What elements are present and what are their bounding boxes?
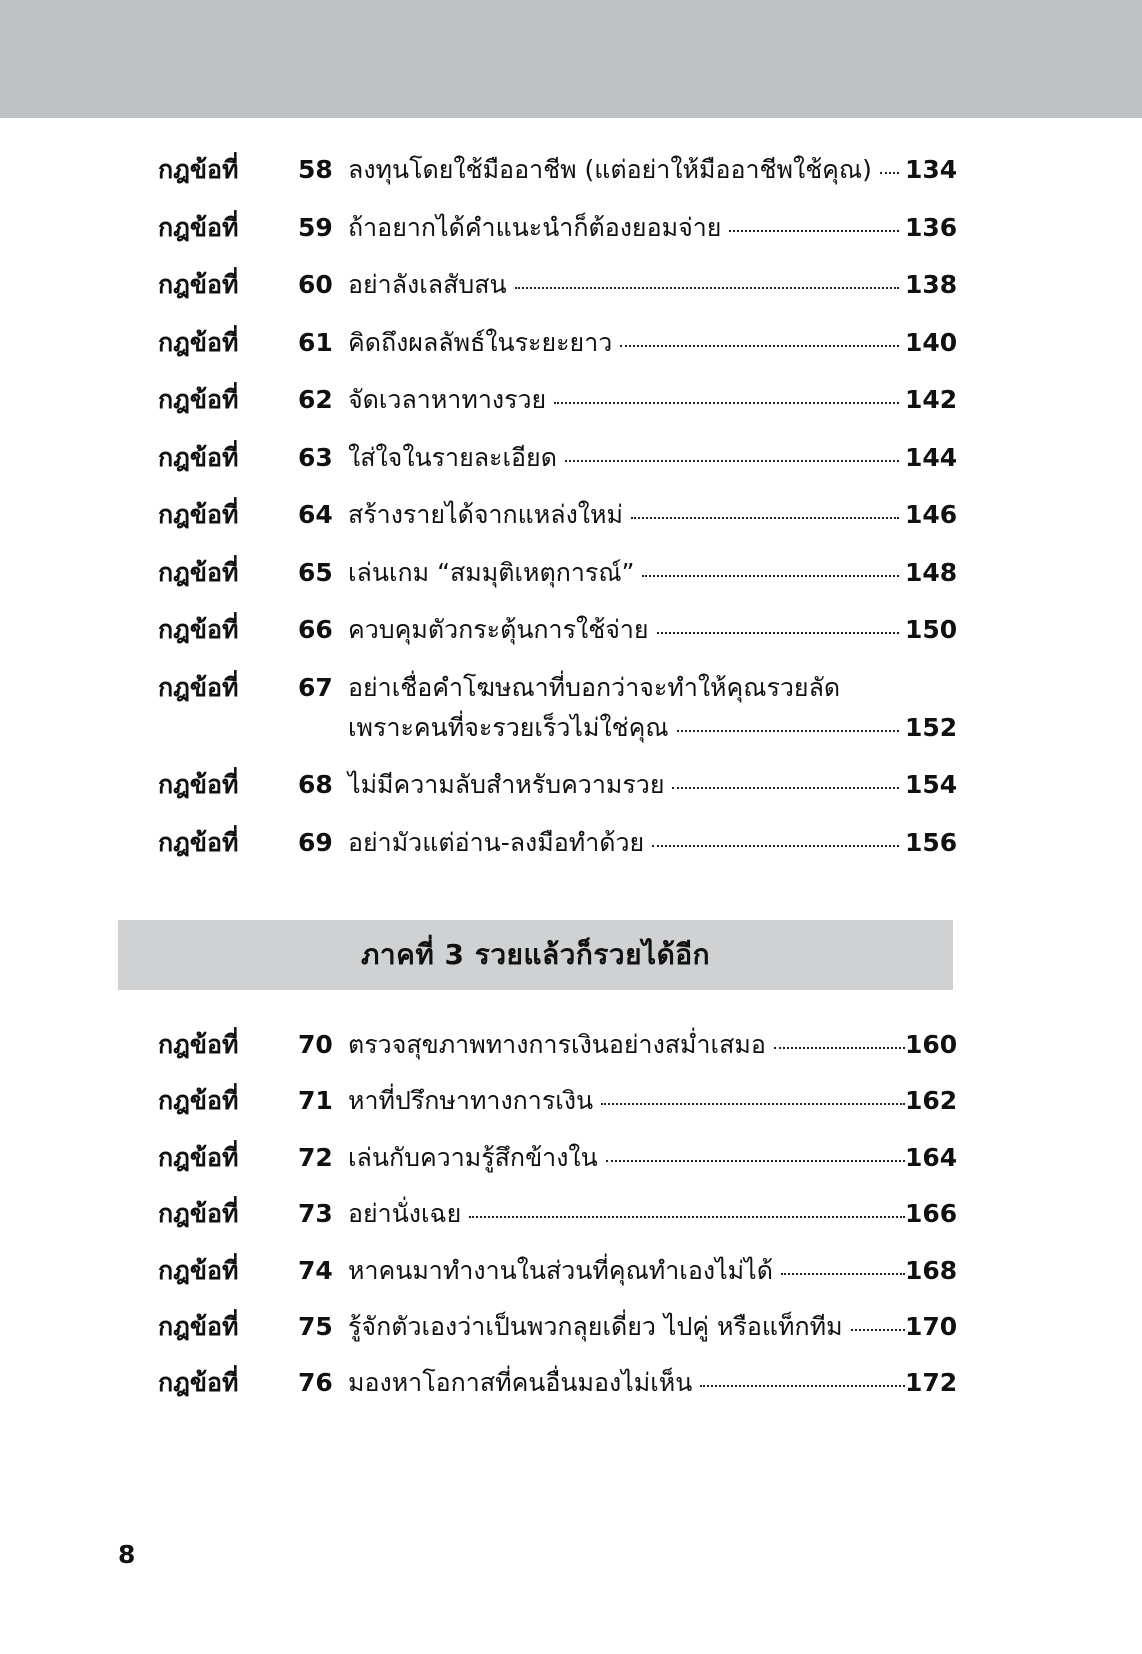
toc-entry[interactable] [158, 380, 958, 420]
rule-number: 74 [298, 1255, 333, 1285]
toc-entry[interactable] [158, 668, 958, 748]
dot-leader [657, 632, 899, 634]
page-reference: 152 [905, 712, 958, 742]
dot-leader [631, 517, 899, 519]
toc-list-part-2 [158, 150, 958, 880]
rule-prefix: กฎข้อที่ [158, 1368, 239, 1398]
rule-number: 71 [298, 1086, 333, 1116]
rule-prefix: กฎข้อที่ [158, 212, 239, 242]
rule-number: 75 [298, 1311, 333, 1341]
rule-number: 62 [298, 385, 333, 414]
rule-prefix: กฎข้อที่ [158, 1086, 239, 1116]
rule-title: คิดถึงผลลัพธ์ในระยะยาว [348, 327, 613, 357]
dot-leader [700, 1385, 905, 1387]
rule-prefix: กฎข้อที่ [158, 1030, 239, 1059]
dot-leader [620, 345, 899, 347]
rule-number: 60 [298, 270, 333, 299]
dot-leader [677, 730, 899, 732]
section-header [118, 920, 953, 990]
dot-leader [565, 460, 899, 462]
toc-entry[interactable] [158, 1194, 958, 1234]
rule-number: 61 [298, 327, 333, 357]
rule-prefix: กฎข้อที่ [158, 827, 239, 857]
toc-entry[interactable] [158, 1081, 958, 1121]
rule-prefix: กฎข้อที่ [158, 1199, 239, 1229]
page-reference: 162 [905, 1086, 958, 1116]
dot-leader [601, 1103, 905, 1105]
page-reference: 166 [905, 1199, 958, 1229]
rule-title: ลงทุนโดยใช้มืออาชีพ (แต่อย่าให้มืออาชีพใช้คุณ) [348, 155, 872, 184]
page-reference: 164 [905, 1142, 958, 1172]
rule-prefix: กฎข้อที่ [158, 1311, 239, 1341]
rule-number: 73 [298, 1199, 333, 1229]
toc-list-part-3 [158, 1025, 958, 1420]
toc-entry[interactable] [158, 1138, 958, 1178]
page-reference: 134 [905, 155, 958, 184]
rule-title: อย่ามัวแต่อ่าน-ลงมือทำด้วย [348, 827, 645, 857]
page-reference: 138 [905, 270, 958, 299]
dot-leader [606, 1160, 905, 1162]
rule-prefix: กฎข้อที่ [158, 615, 239, 644]
rule-prefix: กฎข้อที่ [158, 270, 239, 299]
toc-entry[interactable] [158, 610, 958, 650]
rule-title: จัดเวลาหาทางรวย [348, 385, 547, 414]
rule-title: ถ้าอยากได้คำแนะนำก็ต้องยอมจ่าย [348, 212, 722, 242]
rule-title: ตรวจสุขภาพทางการเงินอย่างสม่ำเสมอ [348, 1030, 766, 1059]
rule-prefix: กฎข้อที่ [158, 442, 239, 472]
toc-entry[interactable] [158, 1025, 958, 1065]
page-reference: 168 [905, 1255, 958, 1285]
toc-entry[interactable] [158, 1307, 958, 1347]
header-band [0, 0, 1142, 118]
dot-leader [672, 787, 899, 789]
rule-title: อย่าเชื่อคำโฆษณาที่บอกว่าจะทำให้คุณรวยลัด [348, 672, 841, 702]
rule-number: 76 [298, 1368, 333, 1398]
dot-leader [642, 575, 899, 577]
toc-entry[interactable] [158, 495, 958, 535]
rule-prefix: กฎข้อที่ [158, 672, 239, 702]
rule-number: 72 [298, 1142, 333, 1172]
dot-leader [880, 172, 899, 174]
rule-prefix: กฎข้อที่ [158, 557, 239, 587]
toc-entry[interactable] [158, 323, 958, 363]
dot-leader [652, 845, 899, 847]
dot-leader [774, 1047, 905, 1049]
toc-entry[interactable] [158, 208, 958, 248]
page-reference: 154 [905, 770, 958, 799]
rule-number: 59 [298, 212, 333, 242]
rule-title: สร้างรายได้จากแหล่งใหม่ [348, 500, 623, 529]
rule-number: 63 [298, 442, 333, 472]
page-reference: 148 [905, 557, 958, 587]
toc-entry[interactable] [158, 438, 958, 478]
page-number: 8 [118, 1540, 136, 1569]
page-reference: 150 [905, 615, 958, 644]
dot-leader [515, 287, 899, 289]
page-reference: 140 [905, 327, 958, 357]
section-title: ภาคที่ 3 รวยแล้วก็รวยได้อีก [360, 938, 711, 971]
rule-number: 69 [298, 827, 333, 857]
page-reference: 142 [905, 385, 958, 414]
rule-prefix: กฎข้อที่ [158, 155, 239, 184]
rule-title: มองหาโอกาสที่คนอื่นมองไม่เห็น [348, 1368, 693, 1398]
rule-title: หาที่ปรึกษาทางการเงิน [348, 1086, 594, 1116]
rule-title: เล่นกับความรู้สึกข้างใน [348, 1142, 598, 1172]
dot-leader [729, 230, 899, 232]
toc-entry[interactable] [158, 150, 958, 190]
toc-entry[interactable] [158, 1363, 958, 1403]
rule-prefix: กฎข้อที่ [158, 385, 239, 414]
dot-leader [469, 1216, 905, 1218]
toc-entry[interactable] [158, 823, 958, 863]
rule-prefix: กฎข้อที่ [158, 1142, 239, 1172]
rule-number: 68 [298, 770, 333, 799]
rule-title: อย่านั่งเฉย [348, 1199, 462, 1229]
rule-prefix: กฎข้อที่ [158, 327, 239, 357]
rule-title: รู้จักตัวเองว่าเป็นพวกลุยเดี่ยว ไปคู่ หรือแท็กทีม [348, 1311, 843, 1341]
page-reference: 172 [905, 1368, 958, 1398]
page-reference: 136 [905, 212, 958, 242]
rule-prefix: กฎข้อที่ [158, 770, 239, 799]
toc-entry[interactable] [158, 553, 958, 593]
rule-prefix: กฎข้อที่ [158, 1255, 239, 1285]
page-reference: 144 [905, 442, 958, 472]
page-reference: 170 [905, 1311, 958, 1341]
toc-entry[interactable] [158, 1251, 958, 1291]
rule-number: 66 [298, 615, 333, 644]
rule-title: เล่นเกม “สมมุติเหตุการณ์” [348, 557, 635, 587]
rule-title: ไม่มีความลับสำหรับความรวย [348, 770, 665, 799]
page-reference: 156 [905, 827, 958, 857]
rule-number: 67 [298, 672, 333, 702]
toc-entry[interactable] [158, 265, 958, 305]
rule-number: 58 [298, 155, 333, 184]
dot-leader [851, 1329, 905, 1331]
rule-number: 64 [298, 500, 333, 529]
page-reference: 160 [905, 1030, 958, 1059]
rule-title: ควบคุมตัวกระตุ้นการใช้จ่าย [348, 615, 649, 644]
rule-number: 70 [298, 1030, 333, 1059]
page-reference: 146 [905, 500, 958, 529]
rule-title: หาคนมาทำงานในส่วนที่คุณทำเองไม่ได้ [348, 1255, 773, 1285]
dot-leader [554, 402, 899, 404]
rule-title: ใส่ใจในรายละเอียด [348, 442, 557, 472]
rule-title: อย่าลังเลสับสน [348, 270, 507, 299]
toc-entry[interactable] [158, 765, 958, 805]
rule-title-continued: เพราะคนที่จะรวยเร็วไม่ใช่คุณ [348, 712, 669, 742]
rule-prefix: กฎข้อที่ [158, 500, 239, 529]
dot-leader [781, 1273, 905, 1275]
rule-number: 65 [298, 557, 333, 587]
